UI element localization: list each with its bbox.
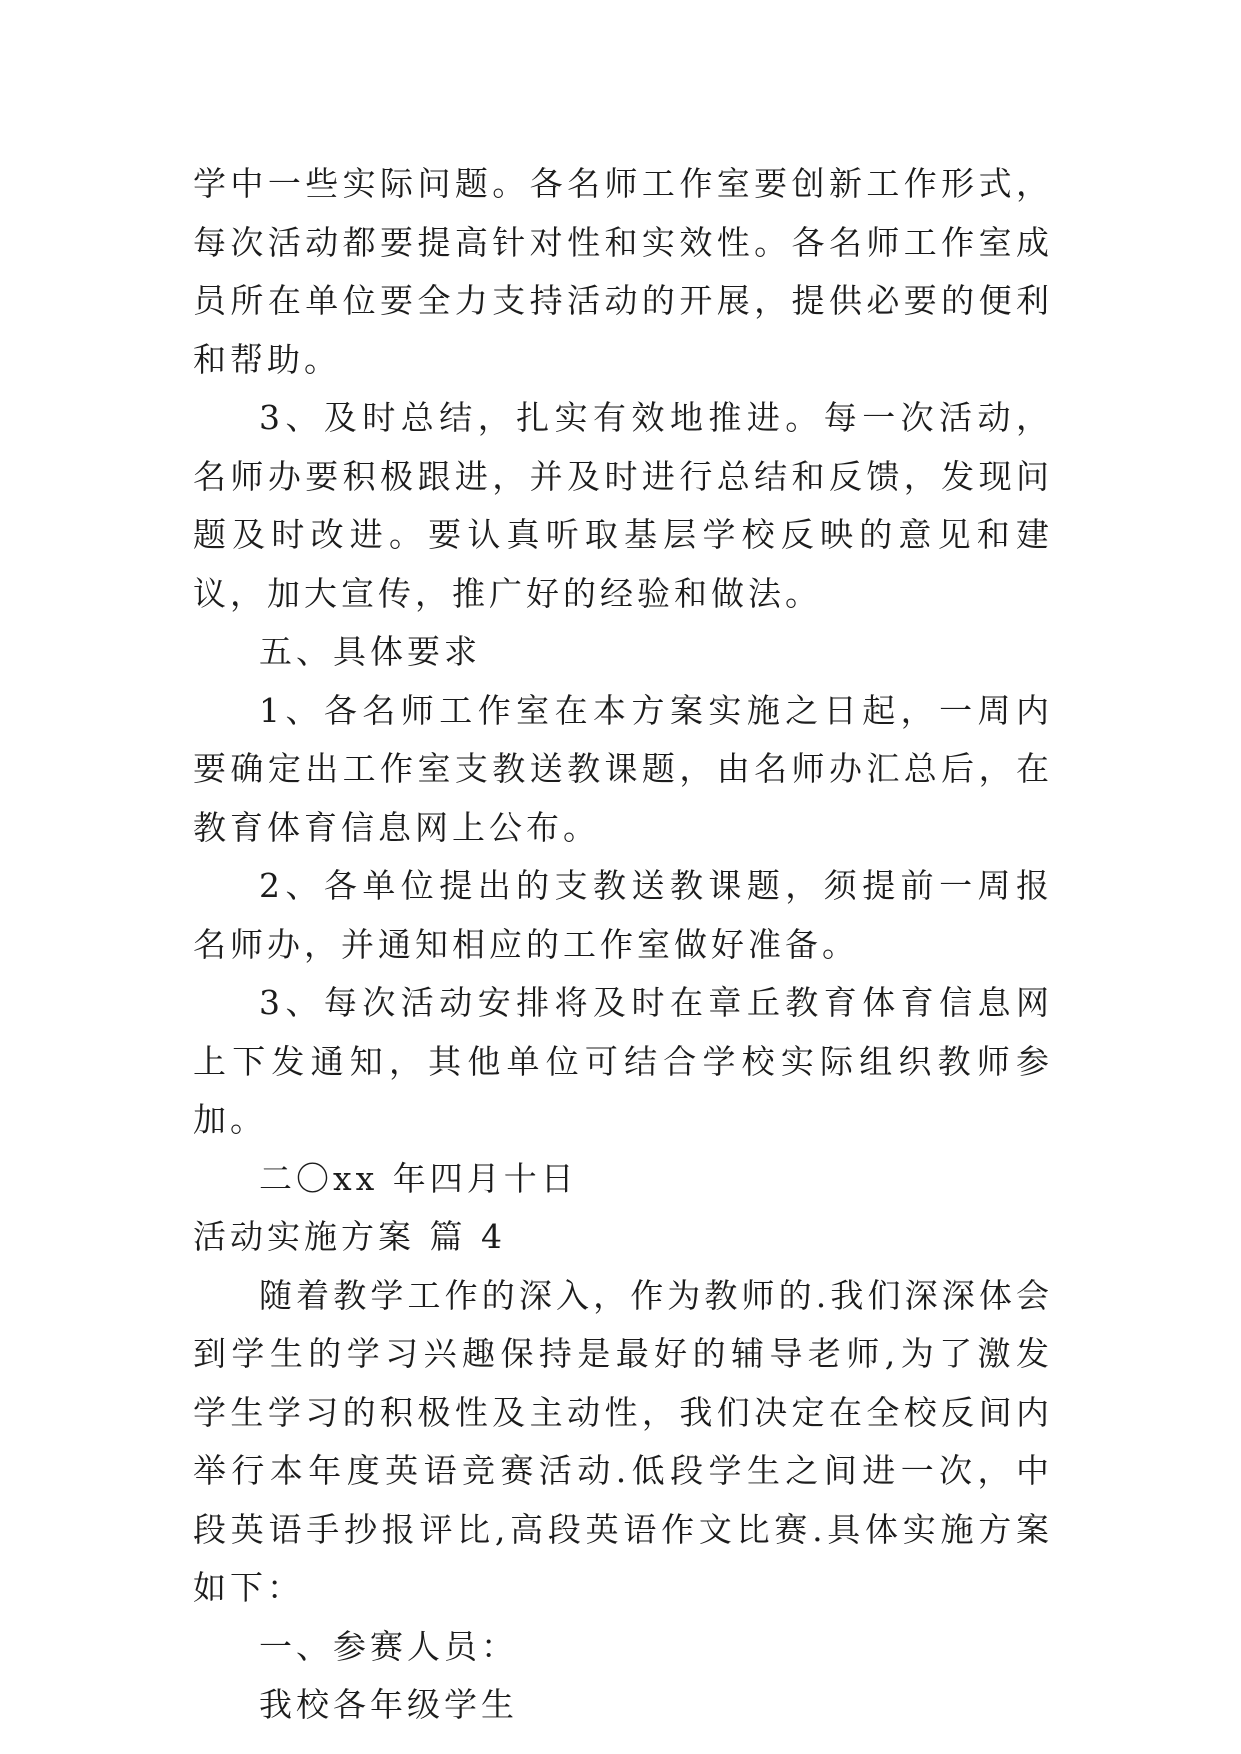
paragraph-problems-continued: 学中一些实际问题。各名师工作室要创新工作形式，每次活动都要提高针对性和实效性。各名师工作室成员所在单位要全力支持活动的开展，提供必要的便利和帮助。	[193, 164, 1053, 379]
section-heading-requirements: 五、具体要求	[259, 632, 481, 671]
document-title-part-4: 活动实施方案 篇 4	[193, 1217, 506, 1256]
paragraph-participants: 我校各年级学生	[259, 1685, 518, 1724]
paragraph-requirement-2: 2、各单位提出的支教送教课题，须提前一周报名师办，并通知相应的工作室做好准备。	[193, 866, 1053, 964]
paragraph-requirement-1: 1、各名师工作室在本方案实施之日起，一周内要确定出工作室支教送教课题，由名师办汇总后，在教育体育信息网上公布。	[193, 690, 1053, 847]
document-body	[193, 155, 1053, 1735]
paragraph-intro: 随着教学工作的深入，作为教师的.我们深深体会到学生的学习兴趣保持是最好的辅导老师,为了激发学生学习的积极性及主动性，我们决定在全校反间内举行本年度英语竞赛活动.低段学生之间进一次，中段英语手抄报评比,高段英语作文比赛.具体实施方案如下：	[193, 1275, 1053, 1607]
document-date: 二〇xx 年四月十日	[259, 1158, 578, 1198]
paragraph-requirement-3: 3、每次活动安排将及时在章丘教育体育信息网上下发通知，其他单位可结合学校实际组织教师参加。	[193, 983, 1053, 1139]
section-heading-participants: 一、参赛人员：	[259, 1626, 518, 1666]
paragraph-item-3-summary: 3、及时总结，扎实有效地推进。每一次活动，名师办要积极跟进，并及时进行总结和反馈，发现问题及时改进。要认真听取基层学校反映的意见和建议，加大宣传，推广好的经验和做法。	[193, 398, 1053, 613]
